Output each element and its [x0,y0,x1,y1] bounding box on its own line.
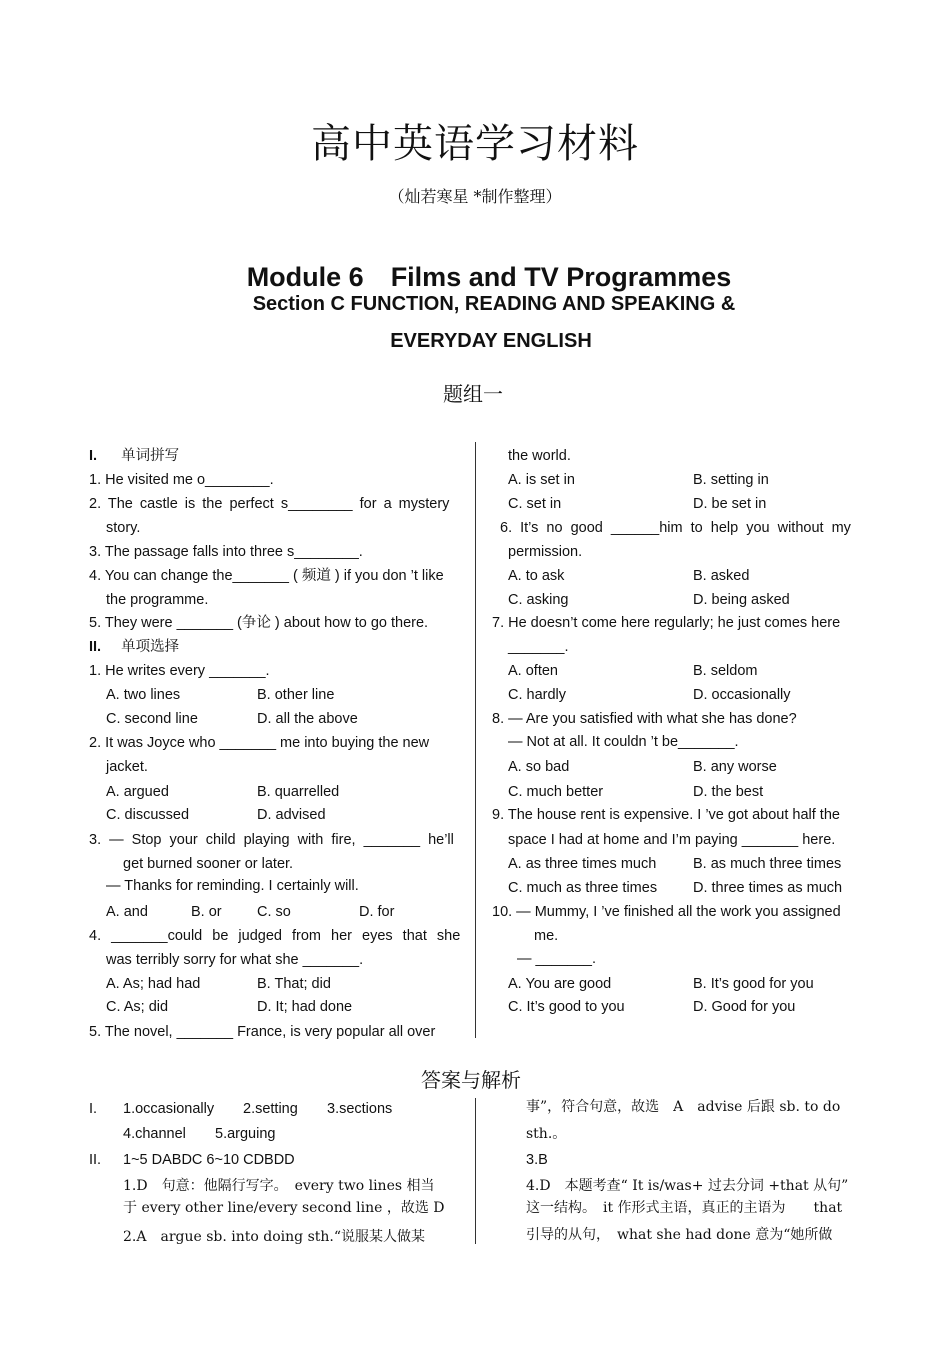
answer-item: 5.arguing [215,1126,276,1142]
explanation-line: 于 every other line/every second line ，故选 D [123,1200,445,1216]
option-c: C. It’s good to you [508,999,625,1015]
question-stem: 6. It’s no good ______him to help you without my [500,520,851,536]
part1-item: 3. The passage falls into three s________. [89,544,363,560]
question-reply: — Thanks for reminding. I certainly will. [106,878,359,894]
question-stem-cont: me. [534,928,559,944]
option-d: D. the best [693,784,764,800]
part2-heading-num: II. [89,639,102,655]
question-stem: 8. — Are you satisfied with what she has done? [492,711,797,727]
option-a: A. to ask [508,568,565,584]
column-divider-top [475,442,476,1038]
part1-heading [89,447,179,465]
explanation-line: 3.B [526,1152,548,1168]
question-stem: 1. He writes every _______. [89,663,270,679]
part1-item-text: 2. The castle is the perfect s________ for a mystery [89,496,450,512]
question-stem-cont: _______. [508,639,569,655]
part2-heading-text: 单项选择 [121,639,180,655]
question-stem-cont: jacket. [106,759,148,775]
option-b: B. asked [693,568,750,584]
answer-item: 3.sections [327,1101,393,1117]
option-a: A. so bad [508,759,570,775]
option-c: C. set in [508,496,562,512]
option-b: B. That; did [257,976,331,992]
explanation-line: 4.D 本题考查“ It is/was+ 过去分词 +that 从句” [526,1178,849,1194]
option-a: A. As; had had [106,976,201,992]
option-a: A. two lines [106,687,181,703]
answers-part2-num: II. [89,1152,102,1168]
question-stem-cont: was terribly sorry for what she _______. [106,952,364,968]
option-c: C. so [257,904,291,920]
option-d: D. three times as much [693,880,843,896]
option-d: D. occasionally [693,687,791,703]
answer-item: 2.setting [243,1101,298,1117]
question-stem: 2. It was Joyce who _______ me into buying the new [89,735,430,751]
explanation-line: 2.A argue sb. into doing sth.“说服某人做某 [123,1229,425,1245]
option-a: A. is set in [508,472,575,488]
answers-heading: 答案与解析 [421,1068,521,1092]
option-d: D. for [359,904,395,920]
question-stem: 7. He doesn’t come here regularly; he just comes here [492,615,841,631]
option-b: B. It’s good for you [693,976,814,992]
option-c: C. second line [106,711,198,727]
part1-item-cont: the programme. [106,592,209,608]
question-stem-cont: the world. [508,448,571,464]
option-d: D. be set in [693,496,767,512]
question-stem: 10. — Mummy, I ’ve finished all the work you assigned [492,904,841,920]
option-b: B. seldom [693,663,758,679]
question-stem-cont: permission. [508,544,583,560]
module-heading: Module 6 Films and TV Programmes [246,262,732,292]
option-c: C. much as three times [508,880,658,896]
answer-item: 1.occasionally [123,1101,215,1117]
part2-heading [89,638,179,656]
option-c: C. much better [508,784,604,800]
explanation-line: 1.D 句意：他隔行写字。 every two lines 相当 [123,1178,435,1194]
question-stem: 5. The novel, _______ France, is very popular all over [89,1024,436,1040]
exercise-group-heading: 题组一 [443,382,503,406]
explanation-line: sth.。 [526,1126,567,1142]
part1-item [89,495,457,513]
option-d: D. advised [257,807,326,823]
option-c: C. discussed [106,807,190,823]
page-subtitle: （灿若寒星 *制作整理） [388,187,562,206]
question-stem-cont: get burned sooner or later. [123,856,294,872]
explanation-line: 引导的从句， what she had done 意为“她所做 [526,1227,833,1243]
option-a: A. as three times much [508,856,657,872]
option-a: A. often [508,663,558,679]
section-heading-line1: Section C FUNCTION, READING AND SPEAKING & [252,293,736,315]
question-reply: — Not at all. It couldn ’t be_______. [508,734,739,750]
section-heading-line2: EVERYDAY ENGLISH [390,330,592,352]
question-stem: 3. — Stop your child playing with fire, _______ he’ll [89,832,454,848]
option-a: A. argued [106,784,169,800]
option-a: A. and [106,904,148,920]
option-b: B. any worse [693,759,777,775]
question-reply: — _______. [517,951,597,967]
answer-item: 4.channel [123,1126,186,1142]
question-stem-cont: space I had at home and I’m paying _______ here. [508,832,836,848]
question-stem: 4. _______could be judged from her eyes that she [89,928,461,944]
explanation-line: 这一结构。 it 作形式主语，真正的主语为 that [526,1200,843,1216]
part1-item: 1. He visited me o________. [89,472,274,488]
column-divider-bottom [475,1098,476,1244]
part1-heading-num: I. [89,448,98,464]
question-stem: 9. The house rent is expensive. I ’ve got about half the [492,807,840,823]
option-a: A. You are good [508,976,612,992]
part1-item: 5. They were _______ (争论 ) about how to go there. [89,615,429,631]
option-b: B. setting in [693,472,769,488]
option-c: C. asking [508,592,569,608]
option-c: C. As; did [106,999,169,1015]
part1-item-cont: story. [106,520,141,536]
option-d: D. being asked [693,592,790,608]
option-d: D. all the above [257,711,358,727]
option-b: B. quarrelled [257,784,340,800]
answers-part2-key: 1~5 DABDC 6~10 CDBDD [123,1152,295,1168]
page-title: 高中英语学习材料 [311,121,639,167]
option-b: B. as much three times [693,856,842,872]
option-d: D. Good for you [693,999,796,1015]
option-b: B. other line [257,687,335,703]
option-b: B. or [191,904,222,920]
answers-part1-num: I. [89,1101,98,1117]
option-d: D. It; had done [257,999,353,1015]
part1-item: 4. You can change the_______ ( 频道 ) if you don ’t like [89,568,444,584]
option-c: C. hardly [508,687,567,703]
explanation-line: 事”，符合句意，故选 A advise 后跟 sb. to do [526,1099,841,1115]
part1-heading-text: 单词拼写 [121,448,180,464]
